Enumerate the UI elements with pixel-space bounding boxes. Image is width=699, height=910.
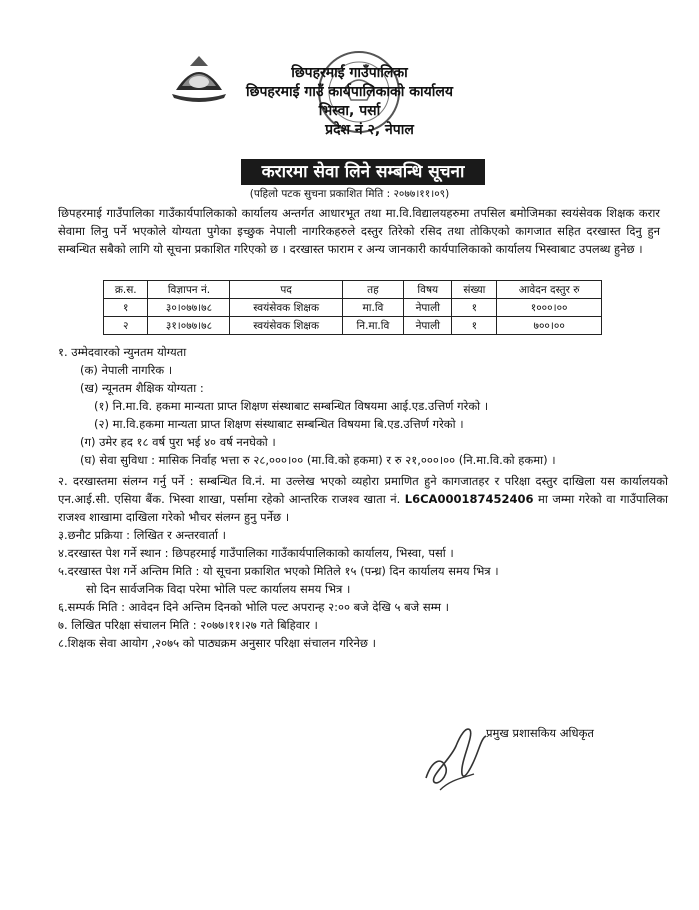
table-cell: २ xyxy=(104,317,148,335)
qualification-lower-secondary: (१) नि.मा.वि. हकमा मान्यता प्राप्त शिक्षण संस्थाबाट सम्बन्धित विषयमा आई.एड.उत्तिर्ण गरेको । xyxy=(94,399,489,413)
table-cell: ३०।०७७।७८ xyxy=(148,299,230,317)
table-cell: १ xyxy=(104,299,148,317)
table-cell: स्वयंसेवक शिक्षक xyxy=(230,317,342,335)
office-header xyxy=(0,64,699,140)
office-location: भिस्वा, पर्सा xyxy=(318,103,381,119)
col-header: क्र.स. xyxy=(104,281,148,299)
office-name: छिपहरमाई गाउँ कार्यपालिकाको कार्यालय xyxy=(246,84,453,100)
section-exam-date: ७. लिखित परिक्षा संचालन मिति : २०७७।११।२७ गते बिहिवार । xyxy=(58,618,318,632)
attachments-text: २. दरखास्तमा संलग्न गर्नु पर्ने : सम्बन्धित वि.नं. मा उल्लेख भएको व्यहोरा प्रमाणित हुने कागजातहर र परिक्षा दस्तुर दाखिला यस कार्यालयको एन.आई.सी. एसिया बैंक. भिस्वा शाखा, पर्सामा रहेको आन्तरिक राजश्व खाता नं. xyxy=(58,474,668,506)
province-line: प्रदेश नं २, नेपाल xyxy=(325,122,414,138)
section-submission-place: ४.दरखास्त पेश गर्ने स्थान : छिपहरमाई गाउँपालिका गाउँकार्यपालिकाको कार्यालय, भिस्वा, पर्सा । xyxy=(58,546,454,560)
table-cell: १ xyxy=(452,317,497,335)
table-header-row xyxy=(104,281,602,299)
col-header: आवेदन दस्तुर रु xyxy=(497,281,602,299)
table-cell: नेपाली xyxy=(404,299,452,317)
section-contact-date: ६.सम्पर्क मिति : आवेदन दिने अन्तिम दिनको भोलि पल्ट अपरान्ह २:०० बजे देखि ५ बजे सम्म । xyxy=(58,600,449,614)
table-cell: नेपाली xyxy=(404,317,452,335)
section-deadline-holiday: सो दिन सार्वजनिक विदा परेमा भोलि पल्ट कार्यालय समय भित्र । xyxy=(86,582,351,596)
table-cell: मा.वि xyxy=(342,299,403,317)
section-syllabus: ८.शिक्षक सेवा आयोग ,२०७५ को पाठ्यक्रम अनुसार परिक्षा संचालन गरिनेछ । xyxy=(58,636,376,650)
attachments-text-end: मा जम्मा गरेको वा गाउँपालिका राजश्व शाखामा दाखिला गरेको भौचर संलग्न हुनु पर्नेछ । xyxy=(58,492,669,524)
qualification-secondary: (२) मा.वि.हकमा मान्यता प्राप्त शिक्षण संस्थाबाट सम्बन्धित विषयमा बि.एड.उत्तिर्ण गरेको । xyxy=(94,417,464,431)
signatory-title: प्रमुख प्रशासकिय अधिकृत xyxy=(486,726,594,740)
handwritten-signature xyxy=(420,716,492,802)
section-qualification-heading: १. उम्मेदवारको न्युनतम योग्यता xyxy=(58,345,187,359)
municipality-name: छिपहरमाई गाउँपालिका xyxy=(291,65,408,81)
bank-account-number: L6CA000187452406 xyxy=(404,492,534,506)
table-cell: ३१।०७७।७८ xyxy=(148,317,230,335)
col-header: पद xyxy=(230,281,342,299)
qualification-citizen: (क) नेपाली नागरिक । xyxy=(80,363,173,377)
table-cell: ७००।०० xyxy=(497,317,602,335)
section-selection-process: ३.छनौट प्रक्रिया : लिखित र अन्तरवार्ता । xyxy=(58,528,226,542)
intro-paragraph: छिपहरमाई गाउँपालिका गाउँकार्यपालिकाको कार्यालय अन्तर्गत आधारभूत तथा मा.वि.विद्यालयहरुमा तपसिल बमोजिमका स्वयंसेवक शिक्षक करार सेवामा लिनु पर्ने भएकोले योग्यता पुगेका इच्छुक नेपाली नागरिकहरुले दस्तुर तिरेको रसिद तथा तोकिएको कागजात सहित दरखास्त दिनु हुन सम्बन्धित सबैको लागि यो सूचना प्रकाशित गरिएको छ । दरखास्त फाराम र अन्य जानकारी कार्यपालिकाको कार्यालय भिस्वाबाट उपलब्ध हुनेछ । xyxy=(58,206,660,256)
table-cell: नि.मा.वि xyxy=(342,317,403,335)
col-header: विषय xyxy=(404,281,452,299)
qualification-education-heading: (ख) न्यूनतम शैक्षिक योग्यता : xyxy=(80,381,204,395)
table-cell: १०००।०० xyxy=(497,299,602,317)
notice-body xyxy=(58,343,668,652)
table-row xyxy=(104,299,602,317)
table-cell: १ xyxy=(452,299,497,317)
col-header: तह xyxy=(342,281,403,299)
table-row xyxy=(104,317,602,335)
col-header: संख्या xyxy=(452,281,497,299)
table-cell: स्वयंसेवक शिक्षक xyxy=(230,299,342,317)
section-deadline: ५.दरखास्त पेश गर्ने अन्तिम मिति : यो सूचना प्रकाशित भएको मितिले १५ (पन्ध्र) दिन कार्यालय समय भित्र । xyxy=(58,564,499,578)
section-attachments xyxy=(58,472,668,526)
qualification-salary: (घ) सेवा सुविधा : मासिक निर्वाह भत्ता रु २८,०००।०० (मा.वि.को हकमा) र रु २१,०००।०० (नि.मा.वि.को हकमा) । xyxy=(80,453,556,467)
qualification-age: (ग) उमेर हद १८ वर्ष पुरा भई ४० वर्ष ननघेको । xyxy=(80,435,276,449)
notice-title: करारमा सेवा लिने सम्बन्धि सूचना xyxy=(241,159,485,185)
published-date: (पहिलो पटक सुचना प्रकाशित मिति : २०७७।११।०९) xyxy=(249,188,450,200)
col-header: विज्ञापन नं. xyxy=(148,281,230,299)
vacancy-table xyxy=(103,280,602,335)
